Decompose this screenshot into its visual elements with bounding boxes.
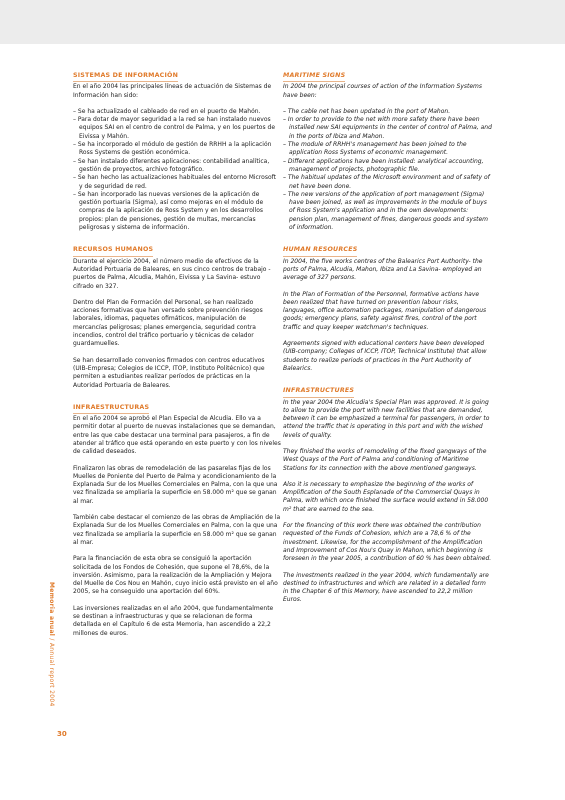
list-item: – Se han hecho las actualizaciones habituales del entorno Microsoft y de seguridad de red. <box>73 174 277 190</box>
page-number: 30 <box>57 730 67 738</box>
section-heading: MARITIME SIGNS <box>283 72 345 82</box>
paragraph: For the financing of this work there was obtained the contribution requested of the Funds of Cohesion, which are a 78,6 % of the investment. Likewise, for the accomplishment of the Amplification and Improvement of Cos Nou's Quay in Mahon, which beginning is foreseen in the year 2005, a contribution of 60 % has been obtained. <box>283 522 492 563</box>
list-item: – Se han incorporado las nuevas versiones de la aplicación de gestión portuaria (Sigma), así como mejoras en el módulo de compras de la aplicación de Ross System y en los desarrollos propios: plan de pensiones, gestión de multas, mercancías peligrosas y sistema de información. <box>73 190 264 232</box>
section-heading: INFRAESTRUCTURAS <box>73 404 149 414</box>
paragraph: Also it is necessary to emphasize the beginning of the works of Amplification of the South Esplanade of the Commercial Quays in Palma, with which once finished the surface would extend in 58.000 m² that are earned to the sea. <box>283 480 489 513</box>
section-infraestructuras <box>73 404 281 638</box>
list-item: – Different applications have been installed: analytical accounting, management of projects, photographic file. <box>283 157 484 173</box>
paragraph: The investments realized in the year 2004, which fundamentally are destined to infrastructures and which are related in a detailed form in the Chapter 6 of this Memory, have ascended to 22,2 million Euros. <box>283 571 489 604</box>
list-item: – The new versions of the application of port management (Sigma) have been joined, as well as improvements in the module of buys of Ross System's application and in the own developments: pension plan, management of fines, dangerous goods and system of information. <box>283 190 488 232</box>
section-heading: INFRASTRUCTURES <box>283 387 354 397</box>
paragraph: Dentro del Plan de Formación del Personal, se han realizado acciones formativas que han versado sobre prevención riesgos laborales, idiomas, paquetes ofimáticos, manipulación de mercancías peligrosas; planes emergencia, seguridad contra incendios, control del tráfico portuario y técnicas de celador guardamuelles. <box>73 298 263 348</box>
list-item: – The cable net has been updated in the port of Mahon. <box>283 107 451 115</box>
list-item: – Se han instalado diferentes aplicaciones: contabilidad analítica, gestión de proyectos, archivo fotográfico. <box>73 157 270 173</box>
paragraph: Las inversiones realizadas en el año 2004, que fundamentalmente se destinan a infraestructuras y que se relacionan de forma detallada en el Capítulo 6 de esta Memoria, han ascendido a 22,2 millones de euros. <box>73 604 274 637</box>
section-heading: RECURSOS HUMANOS <box>73 246 153 256</box>
english-column <box>283 72 493 619</box>
side-title-sub: / Annual report <box>48 636 55 688</box>
paragraph: In the Plan of Formation of the Personnel, formative actions have been realized that have turned on prevention labour risks, languages, office automation packages, manipulation of dangerous goods; emergency plans, safety against fires, control of the port traffic and quay keeper watchman's techniques. <box>283 290 487 331</box>
section-recursos <box>73 246 281 389</box>
section-sistemas <box>73 72 281 232</box>
side-running-title <box>48 582 55 707</box>
bullet-list <box>283 108 493 232</box>
list-item: – In order to provide to the net with more safety there have been installed new SAI equipments in the center of control of Palma, and in the ports of Ibiza and Mahon. <box>283 116 492 140</box>
section-infrastructures <box>283 387 493 605</box>
paragraph: Durante el ejercicio 2004, el número medio de efectivos de la Autoridad Portuaria de Baleares, en sus cinco centros de trabajo - puertos de Palma, Alcudia, Mahón, Eivissa y La Savina- estuvo cifrado en 327. <box>73 257 271 290</box>
list-item: – The habitual updates of the Microsoft environment and of safety of net have been done. <box>283 174 490 190</box>
paragraph: In 2004, the five works centres of the Balearics Port Authority- the ports of Palma, Alcudia, Mahon, Ibiza and La Savina- employed an average of 327 persons. <box>283 257 483 282</box>
section-intro: In 2004 the principal courses of action of the Information Systems have been: <box>283 83 483 99</box>
side-title-year: 2004 <box>48 687 55 707</box>
paragraph: They finished the works of remodeling of the fixed gangways of the West Quays of the Port of Palma and conditioning of Maritime Stations for its connection with the above mentioned gangways. <box>283 447 487 472</box>
section-intro: En el año 2004 las principales líneas de actuación de Sistemas de Información han sido: <box>73 83 272 99</box>
section-maritime <box>283 72 493 232</box>
paragraph: Agreements signed with educational centers have been developed (UIB-company; Colleges of ICCP, ITOP, Technical Institute) that allow students to realize periods of practices in the Port Authority of Balearics. <box>283 340 487 372</box>
spanish-column <box>73 72 281 652</box>
section-heading: SISTEMAS DE INFORMACIÓN <box>73 72 178 82</box>
paragraph: En el año 2004 se aprobó el Plan Especial de Alcudia. Ello va a permitir dotar al puerto de nuevas instalaciones que se demandan, entre las que cabe destacar una terminal para pasajeros, a fin de atender al tráfico que está operando en este puerto y con los niveles de calidad deseados. <box>73 415 281 456</box>
section-heading: HUMAN RESOURCES <box>283 246 357 256</box>
paragraph: In the year 2004 the Alcudia's Special Plan was approved. It is going to allow to provide the port with new facilities that are demanded, between it can be emphasized a terminal for passengers, in order to attend the traffic that is operating in this port and with the wished levels of quality. <box>283 398 490 439</box>
list-item: – Se ha actualizado el cableado de red en el puerto de Mahón. <box>73 107 261 115</box>
paragraph: Se han desarrollado convenios firmados con centros educativos (UIB-Empresa; Colegios de ICCP, ITOP, Instituto Politécnico) que permiten a estudiantes realizar períodos de prácticas en la Autoridad Portuaria de Baleares. <box>73 356 265 389</box>
paragraph: Para la financiación de esta obra se consiguió la aportación solicitada de los Fondos de Cohesión, que supone el 78,6%, de la inversión. Asimismo, para la realización de la Ampliación y Mejora del Muelle de Cos Nou en Mahón, cuyo inicio está previsto en el año 2005, se ha conseguido una aportación del 60%. <box>73 555 278 596</box>
top-band <box>0 0 565 44</box>
bullet-list <box>73 108 281 232</box>
list-item: – Se ha incorporado el módulo de gestión de RRHH a la aplicación Ross Systems de gestión económica. <box>73 141 272 157</box>
section-human <box>283 246 493 373</box>
list-item: – The module of RRHH's management has been joined to the application Ross Systems of economic management. <box>283 141 467 157</box>
paragraph: También cabe destacar el comienzo de las obras de Ampliación de la Explanada Sur de los Muelles Comerciales en Palma, con la que una vez finalizada se ampliaría la superficie en 58.000 m² que se ganan al mar. <box>73 514 281 546</box>
list-item: – Para dotar de mayor seguridad a la red se han instalado nuevos equipos SAI en el centro de control de Palma, y en los puertos de Eivissa y Mahón. <box>73 116 276 140</box>
side-title-main: Memoria anual <box>48 582 55 637</box>
paragraph: Finalizaron las obras de remodelación de las pasarelas fijas de los Muelles de Poniente del Puerto de Palma y acondicionamiento de la Explanada Sur de los Muelles Comerciales en Palma, con la que una vez finalizada se ampliaría la superficie en 58.000 m² que se ganan al mar. <box>73 464 278 505</box>
